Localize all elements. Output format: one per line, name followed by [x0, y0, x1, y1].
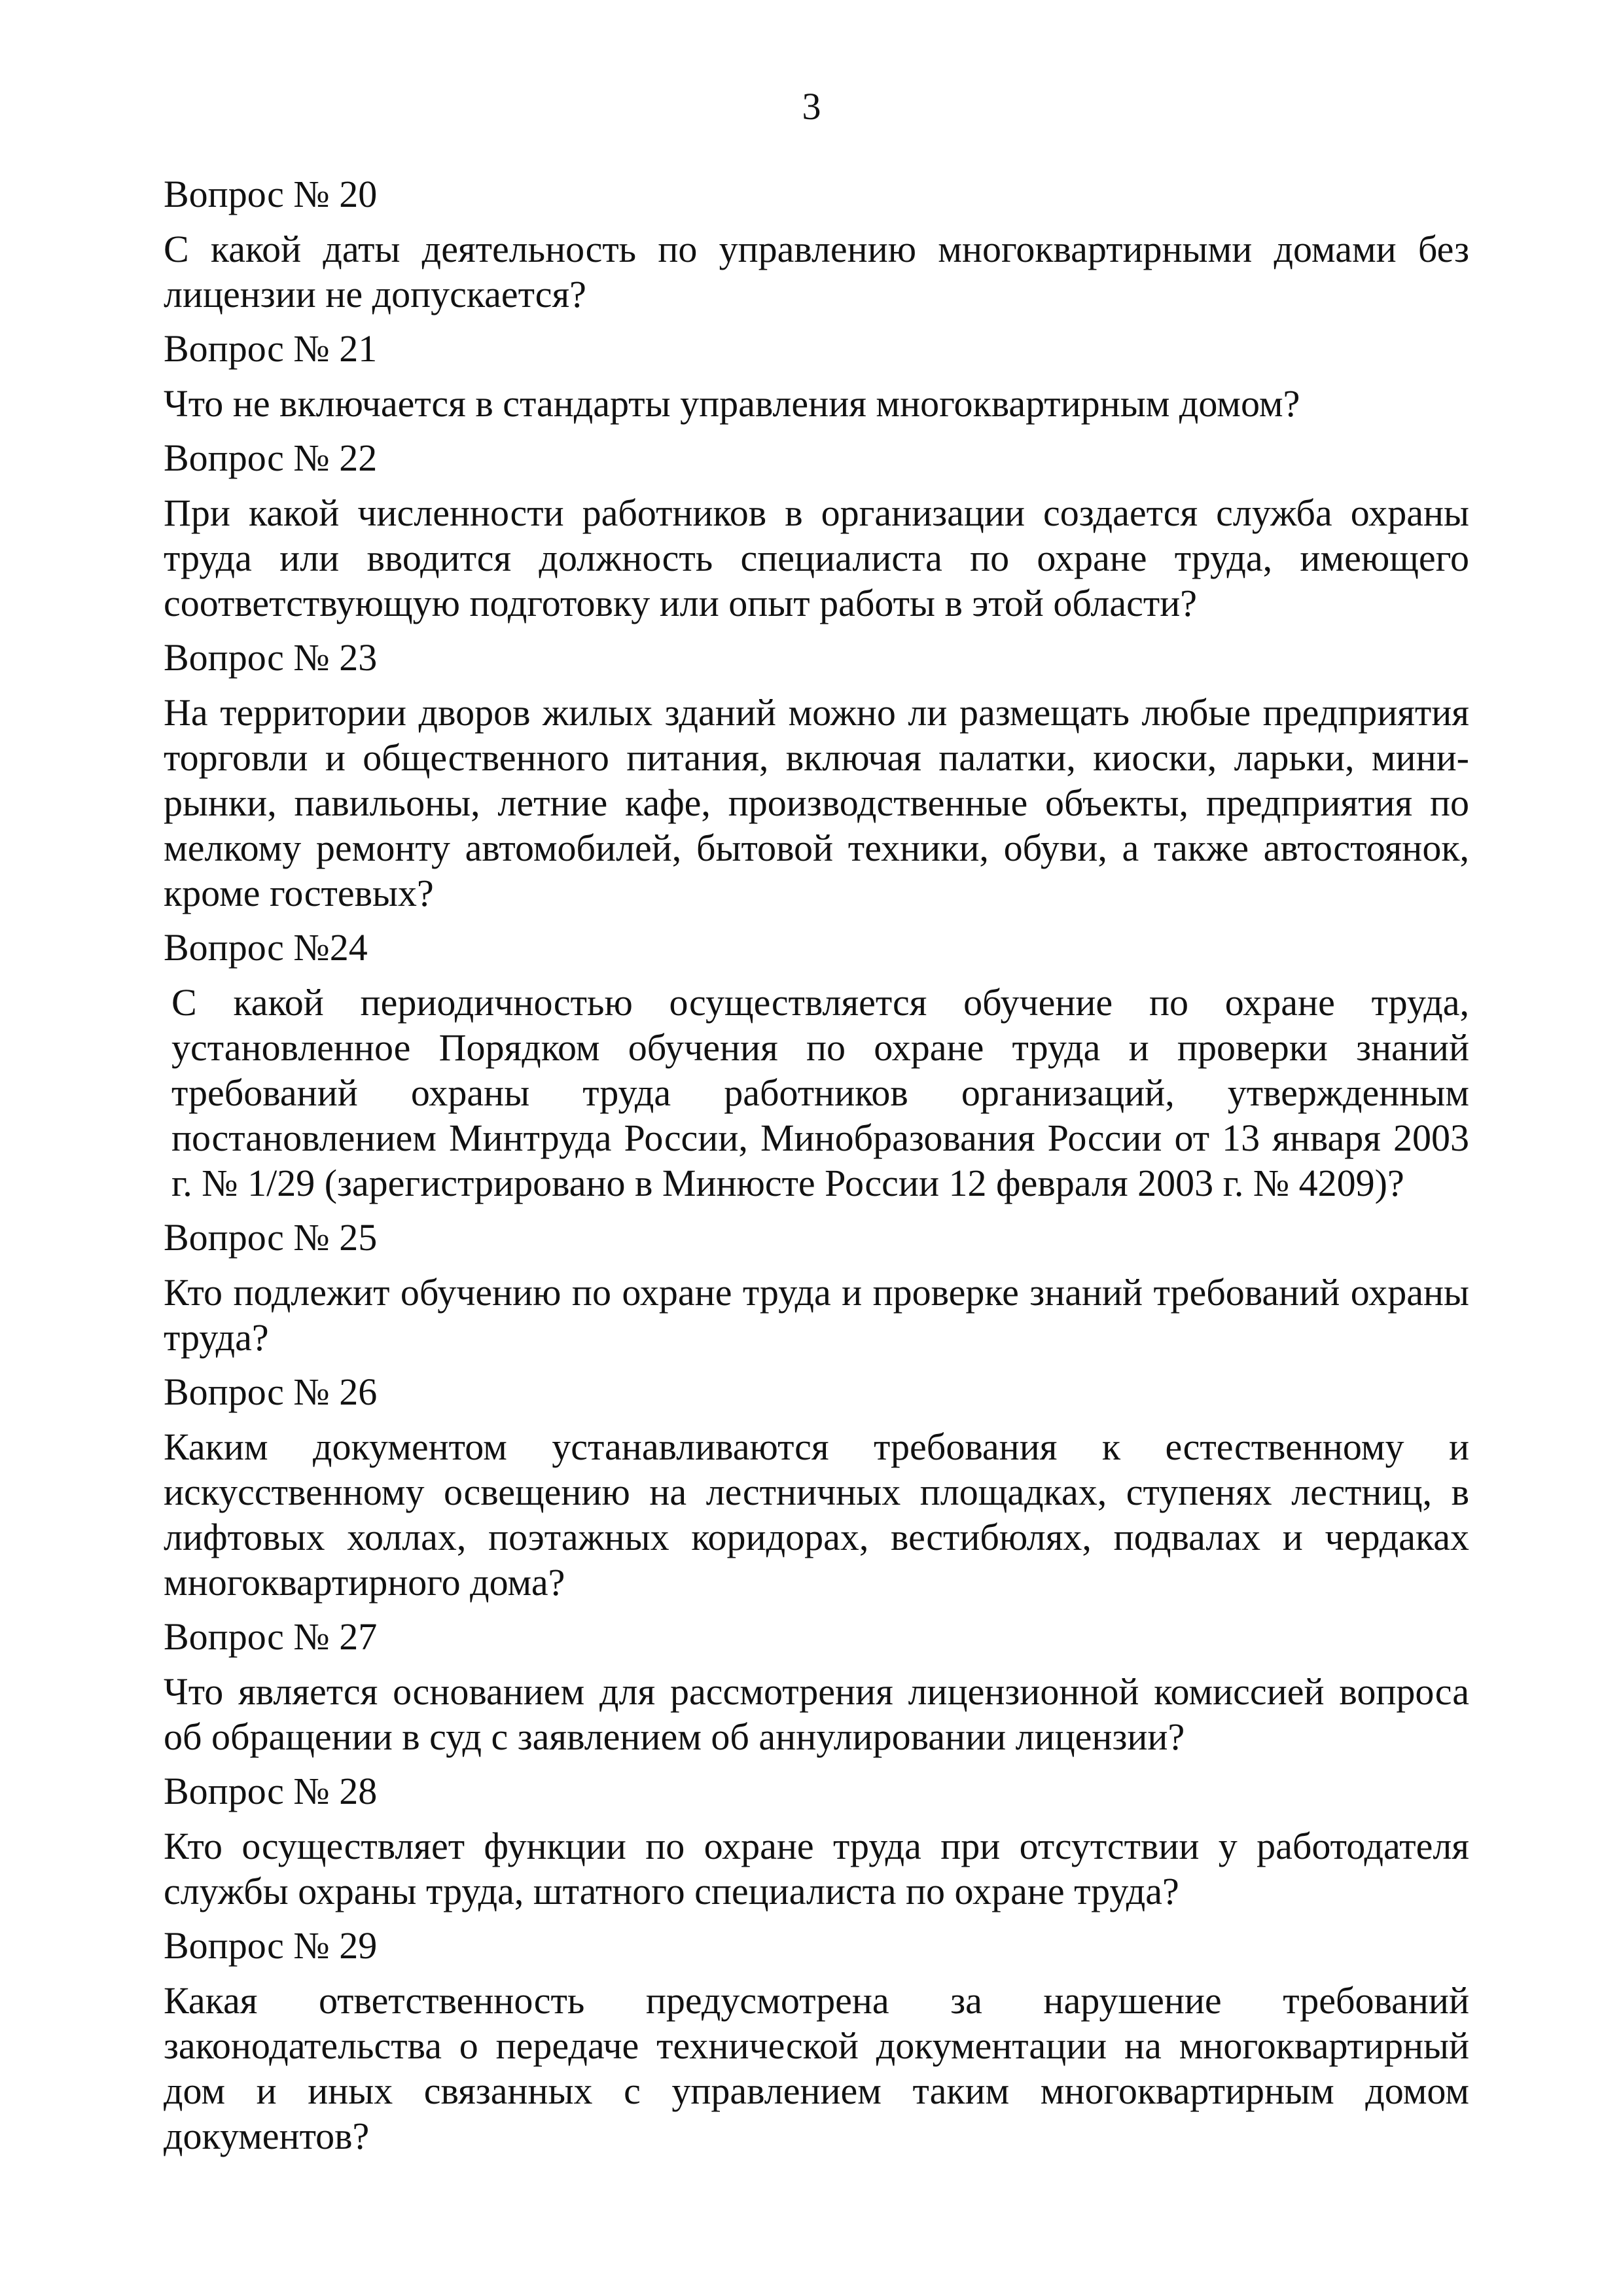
question-text: Каким документом устанавливаются требования к естественному и искусственному освещению на лестничных площадках, ступенях лестниц, в лифтовых холлах, поэтажных коридорах, вестибюлях, подвалах и чердаках многоквартирного дома? [164, 1426, 1469, 1604]
question-title: Вопрос № 23 [164, 636, 378, 679]
question-text: С какой периодичностью осуществляется обучение по охране труда, установленное Порядком обучения по охране труда и проверки знаний требований охраны труда работников организаций, утвержденным постановлением Минтруда России, Минобразования России от 13 января 2003 г. № 1/29 (зарегистрировано в Минюсте России 12 февраля 2003 г. № 4209)? [171, 981, 1469, 1204]
question-text: На территории дворов жилых зданий можно ли размещать любые предприятия торговли и общественного питания, включая палатки, киоски, ларьки, мини-рынки, павильоны, летние кафе, производственные объекты, предприятия по мелкому ремонту автомобилей, бытовой техники, обуви, а также автостоянок, кроме гостевых? [164, 691, 1469, 914]
question-list [164, 171, 1469, 2168]
question-text: При какой численности работников в организации создается служба охраны труда или вводится должность специалиста по охране труда, имеющего соответствующую подготовку или опыт работы в этой области? [164, 492, 1469, 624]
question-title: Вопрос №24 [164, 926, 368, 969]
question-title: Вопрос № 26 [164, 1371, 378, 1413]
question-item [164, 435, 1469, 626]
question-item [164, 635, 1469, 916]
question-text: Что не включается в стандарты управления многоквартирным домом? [164, 382, 1300, 425]
question-text: Кто осуществляет функции по охране труда при отсутствии у работодателя службы охраны труда, штатного специалиста по охране труда? [164, 1825, 1469, 1912]
question-title: Вопрос № 28 [164, 1770, 378, 1812]
question-item [164, 1923, 1469, 2159]
question-title: Вопрос № 20 [164, 173, 378, 215]
question-title: Вопрос № 27 [164, 1615, 378, 1658]
question-item [164, 1614, 1469, 1759]
question-text: Кто подлежит обучению по охране труда и проверке знаний требований охраны труда? [164, 1271, 1469, 1359]
question-item [164, 1768, 1469, 1914]
question-item [164, 171, 1469, 317]
question-title: Вопрос № 29 [164, 1924, 378, 1967]
page-number: 3 [802, 85, 821, 128]
question-title: Вопрос № 21 [164, 327, 378, 370]
question-item [164, 1215, 1469, 1360]
question-text: С какой даты деятельность по управлению многоквартирными домами без лицензии не допускается? [164, 228, 1469, 315]
question-title: Вопрос № 25 [164, 1216, 378, 1259]
question-title: Вопрос № 22 [164, 437, 378, 479]
question-text: Какая ответственность предусмотрена за нарушение требований законодательства о передаче технической документации на многоквартирный дом и иных связанных с управлением таким многоквартирным домом документов? [164, 1979, 1469, 2157]
question-item [164, 925, 1469, 1206]
question-item [164, 1369, 1469, 1605]
question-text: Что является основанием для рассмотрения лицензионной комиссией вопроса об обращении в суд с заявлением об аннулировании лицензии? [164, 1670, 1469, 1758]
question-item [164, 326, 1469, 426]
